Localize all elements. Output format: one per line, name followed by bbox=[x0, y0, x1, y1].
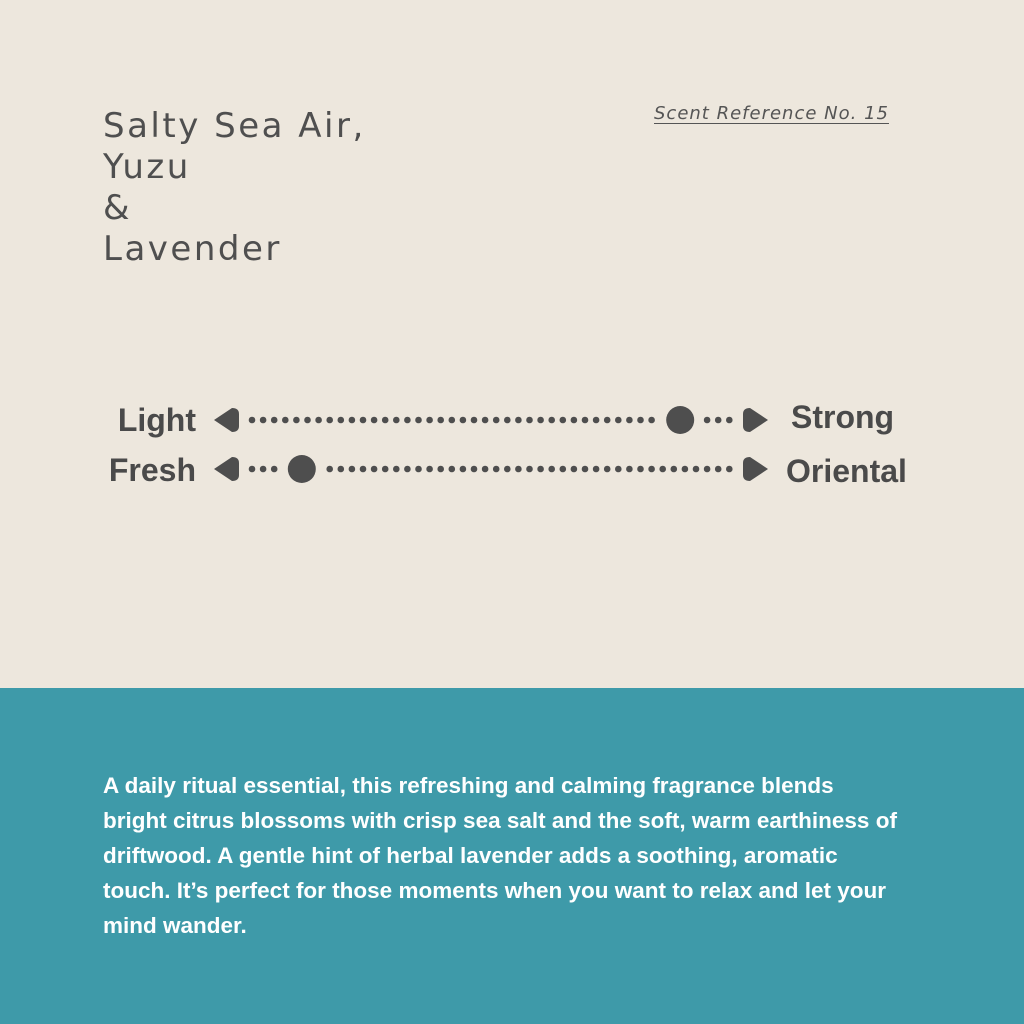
track-dot bbox=[437, 417, 444, 424]
track-dot bbox=[693, 466, 700, 473]
description-line: A daily ritual essential, this refreshing and calming fragrance blends bbox=[103, 773, 834, 798]
description-line: driftwood. A gentle hint of herbal lavender adds a soothing, aromatic bbox=[103, 843, 838, 868]
track-dot bbox=[382, 417, 389, 424]
track-dot bbox=[304, 417, 311, 424]
track-dot bbox=[482, 466, 489, 473]
track-dot bbox=[726, 466, 733, 473]
track-dot bbox=[582, 417, 589, 424]
track-dot bbox=[249, 466, 256, 473]
track-dot bbox=[548, 417, 555, 424]
track-dot bbox=[260, 417, 267, 424]
track-dot bbox=[360, 466, 367, 473]
track-dot bbox=[682, 466, 689, 473]
track-dot bbox=[515, 466, 522, 473]
track-dot bbox=[415, 417, 422, 424]
track-dot bbox=[615, 466, 622, 473]
scale-left-label-character: Fresh bbox=[108, 452, 196, 488]
track-dot bbox=[493, 466, 500, 473]
track-dot bbox=[471, 417, 478, 424]
track-dot bbox=[604, 417, 611, 424]
scale-marker bbox=[288, 455, 316, 483]
track-dot bbox=[593, 466, 600, 473]
track-dot bbox=[593, 417, 600, 424]
track-dot bbox=[715, 417, 722, 424]
track-dot bbox=[426, 466, 433, 473]
track-dot bbox=[671, 466, 678, 473]
track-dot bbox=[626, 417, 633, 424]
track-dot bbox=[637, 417, 644, 424]
track-dot bbox=[504, 417, 511, 424]
description-line: touch. It’s perfect for those moments when you want to relax and let your bbox=[103, 878, 887, 903]
track-dot bbox=[504, 466, 511, 473]
track-dot bbox=[293, 417, 300, 424]
track-dot bbox=[571, 417, 578, 424]
track-dot bbox=[360, 417, 367, 424]
track-dot bbox=[349, 466, 356, 473]
track-dot bbox=[326, 466, 333, 473]
track-dot bbox=[715, 466, 722, 473]
scale-track-intensity bbox=[214, 406, 768, 434]
description-line: mind wander. bbox=[103, 913, 247, 938]
track-dot bbox=[260, 466, 267, 473]
track-dot bbox=[648, 417, 655, 424]
track-dot bbox=[582, 466, 589, 473]
track-dot bbox=[371, 417, 378, 424]
track-dot bbox=[537, 417, 544, 424]
track-dot bbox=[338, 417, 345, 424]
track-dot bbox=[271, 417, 278, 424]
track-dot bbox=[460, 466, 467, 473]
arrow-right-icon bbox=[743, 457, 768, 481]
track-dot bbox=[626, 466, 633, 473]
track-dot bbox=[460, 417, 467, 424]
track-dot bbox=[560, 466, 567, 473]
scale-marker bbox=[666, 406, 694, 434]
track-dot bbox=[526, 417, 533, 424]
track-dot bbox=[637, 466, 644, 473]
track-dot bbox=[515, 417, 522, 424]
description-line: bright citrus blossoms with crisp sea salt and the soft, warm earthiness of bbox=[103, 808, 897, 833]
track-dot bbox=[349, 417, 356, 424]
track-dot bbox=[415, 466, 422, 473]
arrow-left-icon bbox=[214, 408, 239, 432]
track-dot bbox=[315, 417, 322, 424]
track-dot bbox=[404, 466, 411, 473]
track-dot bbox=[393, 466, 400, 473]
track-dot bbox=[548, 466, 555, 473]
track-dot bbox=[371, 466, 378, 473]
track-dot bbox=[326, 417, 333, 424]
track-dot bbox=[482, 417, 489, 424]
track-dot bbox=[338, 466, 345, 473]
track-dot bbox=[704, 417, 711, 424]
track-dot bbox=[537, 466, 544, 473]
track-dot bbox=[271, 466, 278, 473]
track-dot bbox=[404, 417, 411, 424]
description-text bbox=[103, 768, 943, 943]
scale-left-label-intensity: Light bbox=[117, 402, 196, 438]
track-dot bbox=[249, 417, 256, 424]
scent-reference: Scent Reference No. 15 bbox=[654, 103, 889, 124]
track-dot bbox=[648, 466, 655, 473]
arrow-left-icon bbox=[214, 457, 239, 481]
title-line: Salty Sea Air, bbox=[103, 106, 366, 146]
track-dot bbox=[493, 417, 500, 424]
track-dot bbox=[449, 466, 456, 473]
track-dot bbox=[704, 466, 711, 473]
title-line: Yuzu bbox=[103, 147, 191, 187]
track-dot bbox=[282, 417, 289, 424]
track-dot bbox=[560, 417, 567, 424]
scale-right-label-character: Oriental bbox=[786, 453, 907, 489]
scale-right-label-intensity: Strong bbox=[791, 399, 895, 435]
track-dot bbox=[393, 417, 400, 424]
track-dot bbox=[526, 466, 533, 473]
track-dot bbox=[382, 466, 389, 473]
title-line: & bbox=[103, 188, 133, 228]
track-dot bbox=[615, 417, 622, 424]
title-line: Lavender bbox=[103, 229, 282, 269]
track-dot bbox=[449, 417, 456, 424]
track-dot bbox=[426, 417, 433, 424]
track-dot bbox=[571, 466, 578, 473]
arrow-right-icon bbox=[743, 408, 768, 432]
scale-track-character bbox=[214, 455, 768, 483]
track-dot bbox=[437, 466, 444, 473]
track-dot bbox=[659, 466, 666, 473]
track-dot bbox=[471, 466, 478, 473]
track-dot bbox=[604, 466, 611, 473]
track-dot bbox=[726, 417, 733, 424]
